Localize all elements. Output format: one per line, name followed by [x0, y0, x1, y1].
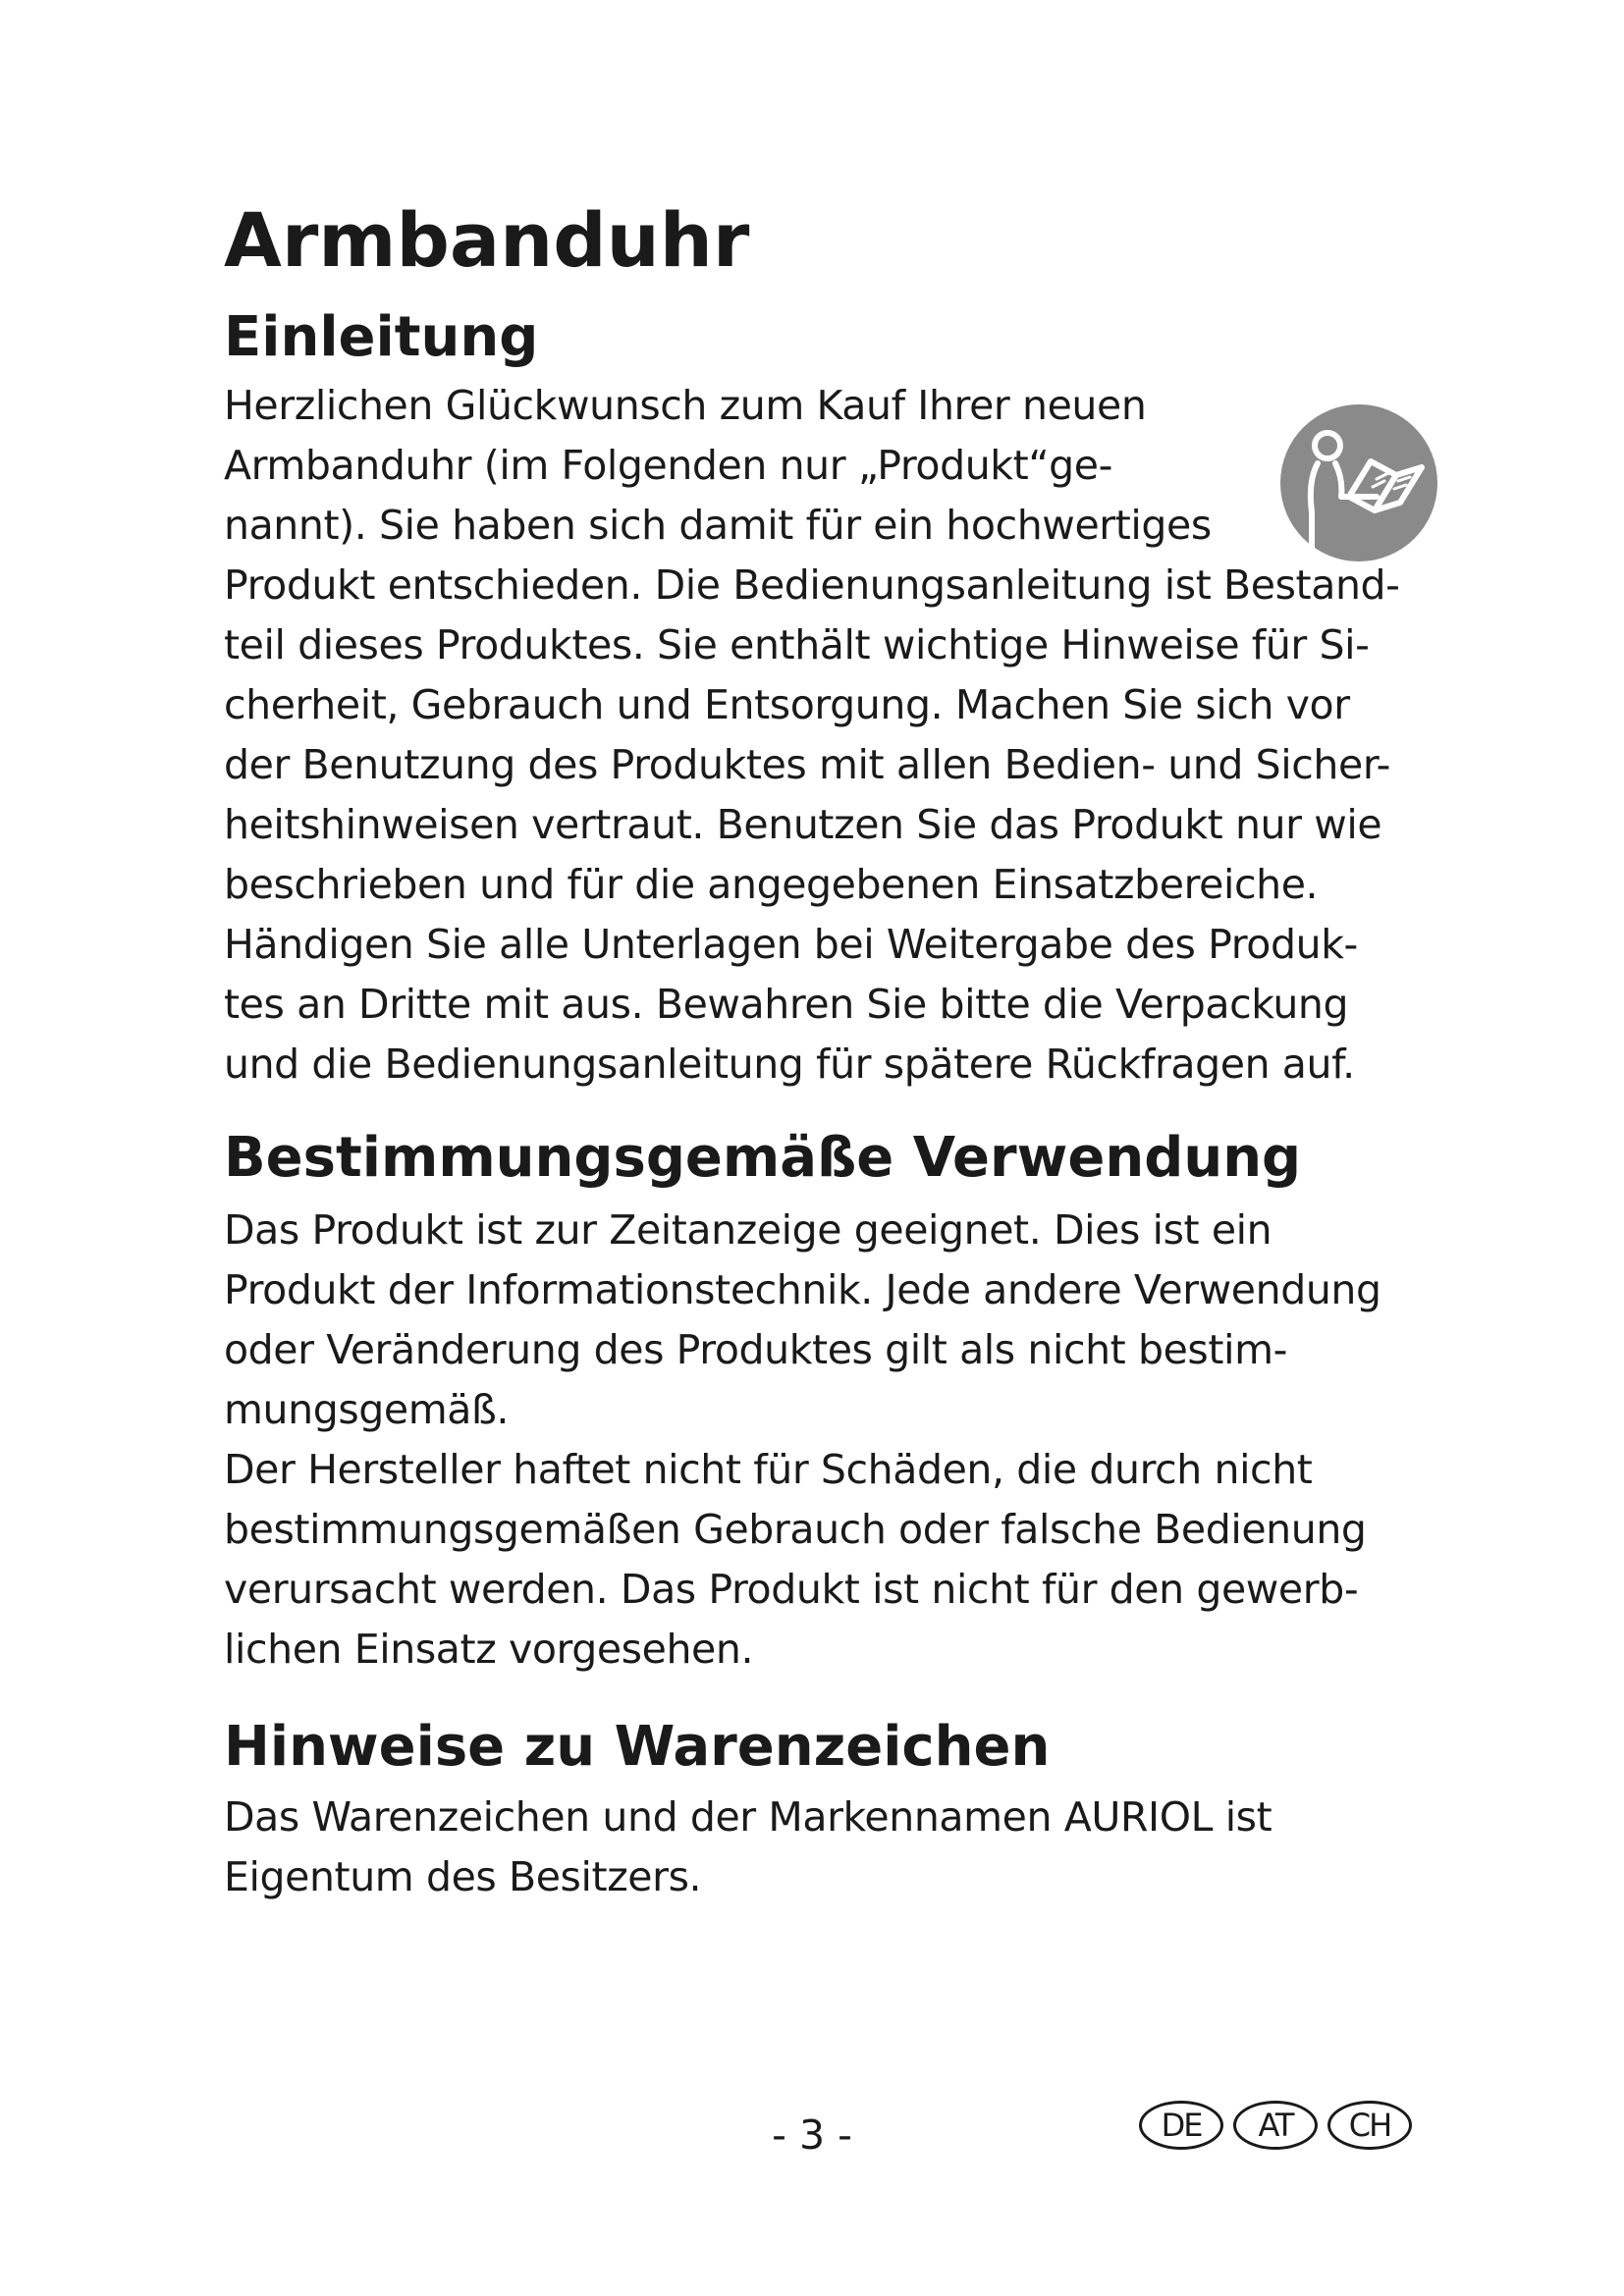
- country-badge-ch: CH: [1327, 2101, 1412, 2150]
- section-heading-warenzeichen: Hinweise zu Warenzeichen: [224, 1715, 1051, 1779]
- read-manual-icon: [1278, 402, 1439, 563]
- manual-page: [224, 191, 1441, 1907]
- section-heading-einleitung: Einleitung: [224, 305, 539, 369]
- section-heading-verwendung: Bestimmungsgemäße Verwendung: [224, 1126, 1302, 1190]
- section-text-warenzeichen: Das Warenzeichen und der Markennamen AURIOL ist Eigentum des Besitzers.: [224, 1793, 1272, 1900]
- country-badges: [1139, 2101, 1412, 2150]
- section-text-einleitung: Herzlichen Glückwunsch zum Kauf Ihrer neuen Armbanduhr (im Folgenden nur „Produkt“ge- nannt). Sie haben sich damit für ein hochwertiges Produkt entschieden. Die Bedienungsanleitung ist Bestand- teil dieses Produktes. Sie enthält wichtige Hinweise für Si- cherheit, Gebrauch und Entsorgung. Machen Sie sich vor der Benutzung des Produktes mit allen Bedien- und Sicher- heitshinweisen vertraut. Benutzen Sie das Produkt nur wie beschrieben und für die angegebenen Einsatzbereiche. Händigen Sie alle Unterlagen bei Weitergabe des Produk- tes an Dritte mit aus. Bewahren Sie bitte die Verpackung und die Bedienungsanleitung für spätere Rückfragen auf.: [224, 382, 1400, 1088]
- country-badge-at: AT: [1233, 2101, 1318, 2150]
- page-number: - 3 -: [772, 2111, 852, 2159]
- section-text-verwendung: Das Produkt ist zur Zeitanzeige geeignet. Dies ist ein Produkt der Informationstechnik. Jede andere Verwendung oder Veränderung des Produktes gilt als nicht bestim- mungsgemäß. Der Hersteller haftet nicht für Schäden, die durch nicht bestimmungsgemäßen Gebrauch oder falsche Bedienung verursacht werden. Das Produkt ist nicht für den gewerb- lichen Einsatz vorgesehen.: [224, 1206, 1381, 1673]
- country-badge-de: DE: [1139, 2101, 1223, 2150]
- page-title: Armbanduhr: [224, 196, 750, 284]
